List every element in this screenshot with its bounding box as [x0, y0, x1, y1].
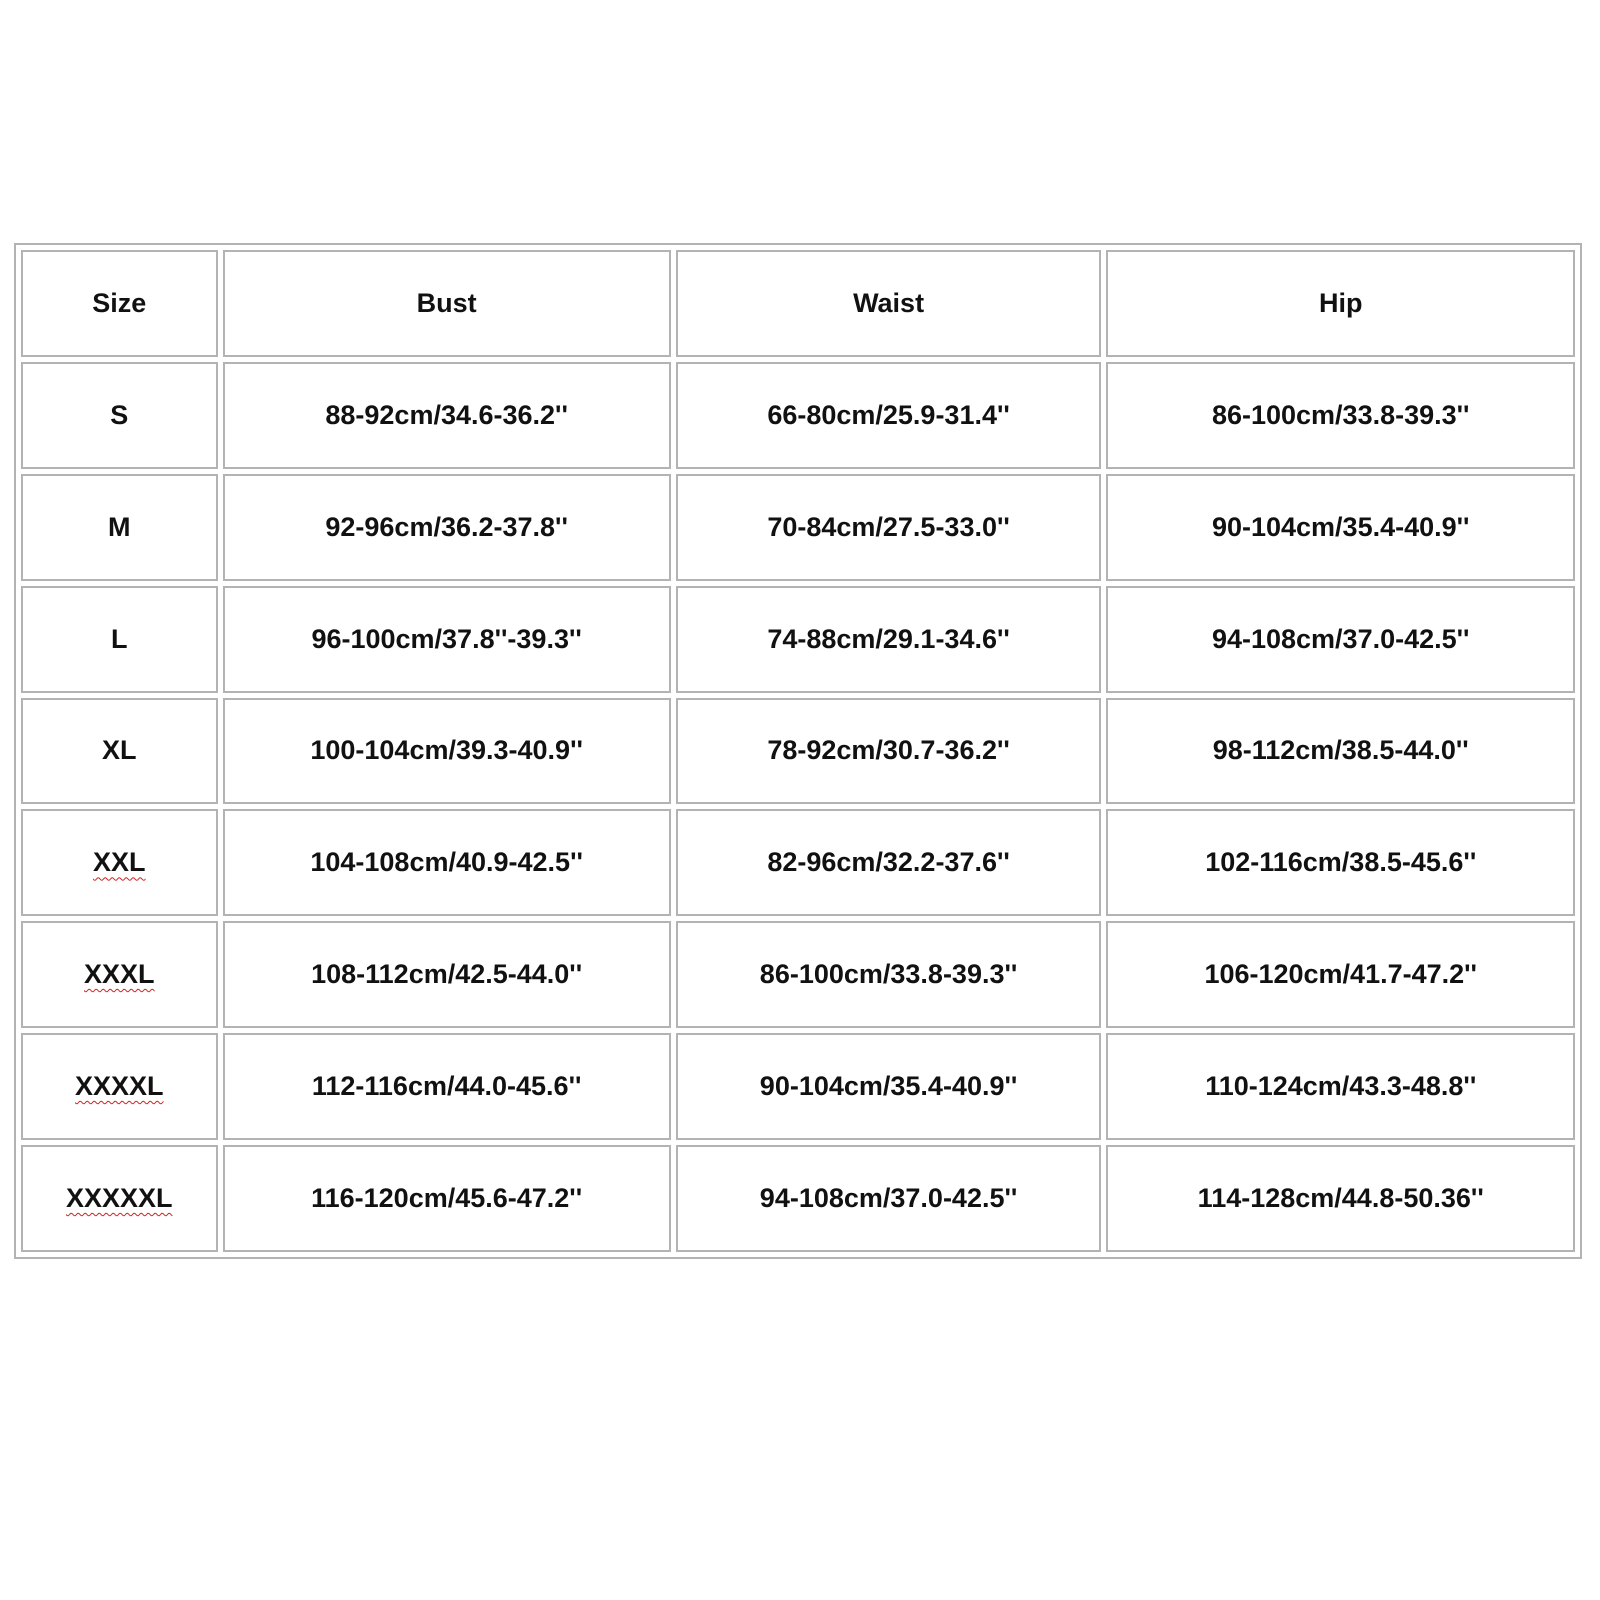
size-cell [21, 1145, 218, 1252]
waist-cell: 94-108cm/37.0-42.5'' [676, 1145, 1102, 1252]
bust-cell: 100-104cm/39.3-40.9'' [223, 698, 671, 805]
size-cell [21, 586, 218, 693]
size-label: XXXL [84, 959, 155, 990]
bust-cell: 88-92cm/34.6-36.2'' [223, 362, 671, 469]
hip-cell: 98-112cm/38.5-44.0'' [1106, 698, 1575, 805]
hip-cell: 86-100cm/33.8-39.3'' [1106, 362, 1575, 469]
hip-cell: 114-128cm/44.8-50.36'' [1106, 1145, 1575, 1252]
bust-cell: 96-100cm/37.8''-39.3'' [223, 586, 671, 693]
table-row [21, 921, 1575, 1028]
size-label: XXL [93, 847, 146, 878]
hip-cell: 94-108cm/37.0-42.5'' [1106, 586, 1575, 693]
table-row [21, 1145, 1575, 1252]
waist-cell: 70-84cm/27.5-33.0'' [676, 474, 1102, 581]
size-cell [21, 698, 218, 805]
header-bust: Bust [223, 250, 671, 357]
waist-cell: 74-88cm/29.1-34.6'' [676, 586, 1102, 693]
size-label: XXXXL [75, 1071, 164, 1102]
size-chart-table [16, 245, 1580, 1257]
size-cell [21, 474, 218, 581]
header-row [21, 250, 1575, 357]
waist-cell: 86-100cm/33.8-39.3'' [676, 921, 1102, 1028]
size-chart [14, 243, 1582, 1259]
table-row [21, 586, 1575, 693]
bust-cell: 92-96cm/36.2-37.8'' [223, 474, 671, 581]
table-row [21, 698, 1575, 805]
header-size: Size [21, 250, 218, 357]
table-row [21, 474, 1575, 581]
hip-cell: 90-104cm/35.4-40.9'' [1106, 474, 1575, 581]
table-row [21, 362, 1575, 469]
header-hip: Hip [1106, 250, 1575, 357]
waist-cell: 82-96cm/32.2-37.6'' [676, 809, 1102, 916]
hip-cell: 110-124cm/43.3-48.8'' [1106, 1033, 1575, 1140]
size-label: S [110, 399, 129, 430]
hip-cell: 102-116cm/38.5-45.6'' [1106, 809, 1575, 916]
bust-cell: 108-112cm/42.5-44.0'' [223, 921, 671, 1028]
size-cell [21, 921, 218, 1028]
table-row [21, 809, 1575, 916]
size-label: XXXXXL [66, 1183, 173, 1213]
waist-cell: 66-80cm/25.9-31.4'' [676, 362, 1102, 469]
size-label: L [111, 623, 128, 654]
bust-cell: 112-116cm/44.0-45.6'' [223, 1033, 671, 1140]
table-row [21, 1033, 1575, 1140]
size-label: XL [102, 735, 137, 766]
hip-cell: 106-120cm/41.7-47.2'' [1106, 921, 1575, 1028]
size-cell [21, 809, 218, 916]
size-cell [21, 1033, 218, 1140]
size-cell [21, 362, 218, 469]
waist-cell: 90-104cm/35.4-40.9'' [676, 1033, 1102, 1140]
size-label: M [108, 511, 131, 542]
waist-cell: 78-92cm/30.7-36.2'' [676, 698, 1102, 805]
bust-cell: 104-108cm/40.9-42.5'' [223, 809, 671, 916]
header-waist: Waist [676, 250, 1102, 357]
bust-cell: 116-120cm/45.6-47.2'' [223, 1145, 671, 1252]
